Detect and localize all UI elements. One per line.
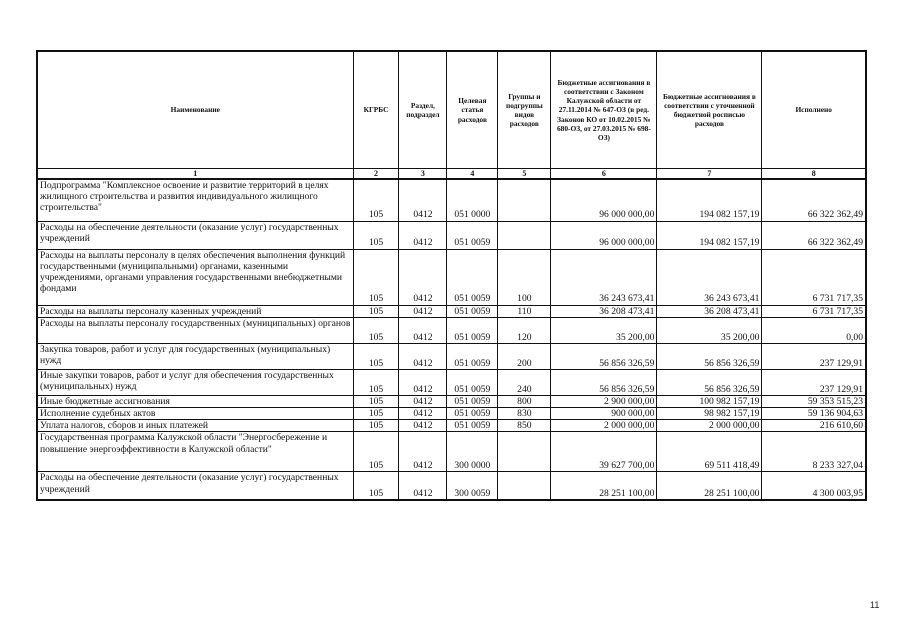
table-cell-section: 0412: [399, 432, 447, 472]
table-cell-section: 0412: [399, 179, 447, 221]
table-cell-group: 200: [498, 343, 551, 369]
table-row: [37, 179, 866, 221]
table-row: [37, 369, 866, 395]
table-cell-target-article: 051 0059: [447, 317, 498, 343]
header-groups: Группы и подгруппы видов расходов: [498, 51, 551, 169]
table-cell-executed: 237 129,91: [762, 369, 866, 395]
table-cell-kgrbs: 105: [353, 407, 399, 419]
header-name: Наименование: [37, 51, 353, 169]
table-cell-group: 100: [498, 249, 551, 305]
table-cell-group: 120: [498, 317, 551, 343]
table-cell-law-allocation: 36 243 673,41: [551, 249, 657, 305]
table-cell-name: Уплата налогов, сборов и иных платежей: [37, 420, 353, 432]
table-row: [37, 249, 866, 305]
table-cell-refined-allocation: 36 243 673,41: [657, 249, 762, 305]
table-cell-group: 830: [498, 407, 551, 419]
table-cell-refined-allocation: 100 982 157,19: [657, 395, 762, 407]
table-cell-section: 0412: [399, 395, 447, 407]
table-cell-group: 110: [498, 305, 551, 317]
table-cell-name: Расходы на выплаты персоналу казенных учреждений: [37, 305, 353, 317]
table-cell-section: 0412: [399, 369, 447, 395]
table-cell-group: [498, 432, 551, 472]
column-number: 4: [447, 169, 498, 180]
table-cell-kgrbs: 105: [353, 432, 399, 472]
table-cell-target-article: 051 0059: [447, 249, 498, 305]
table-cell-target-article: 300 0059: [447, 472, 498, 500]
table-row: [37, 305, 866, 317]
table-cell-name: Расходы на выплаты персоналу в целях обеспечения выполнения функций государственными (муниципальными) органами, казенными учреждениями, органами управления государственными внебюджетными фондами: [37, 249, 353, 305]
table-cell-group: 800: [498, 395, 551, 407]
table-cell-law-allocation: 56 856 326,59: [551, 369, 657, 395]
table-cell-refined-allocation: 36 208 473,41: [657, 305, 762, 317]
table-cell-law-allocation: 36 208 473,41: [551, 305, 657, 317]
table-cell-section: 0412: [399, 305, 447, 317]
table-cell-kgrbs: 105: [353, 221, 399, 249]
table-cell-section: 0412: [399, 249, 447, 305]
table-cell-name: Иные закупки товаров, работ и услуг для обеспечения государственных (муниципальных) нужд: [37, 369, 353, 395]
table-cell-law-allocation: 900 000,00: [551, 407, 657, 419]
header-target-article: Целевая статья расходов: [447, 51, 498, 169]
table-cell-law-allocation: 39 627 700,00: [551, 432, 657, 472]
table-cell-executed: 237 129,91: [762, 343, 866, 369]
header-refined-allocations: Бюджетные ассигнования в соответствии с уточненной бюджетной росписью расходов: [657, 51, 762, 169]
table-cell-name: Подпрограмма "Комплексное освоение и развитие территорий в целях жилищного строительства и развития индивидуального жилищного строительства": [37, 179, 353, 221]
table-cell-law-allocation: 56 856 326,59: [551, 343, 657, 369]
table-cell-section: 0412: [399, 317, 447, 343]
header-section: Раздел, подраздел: [399, 51, 447, 169]
table-cell-name: Расходы на обеспечение деятельности (оказание услуг) государственных учреждений: [37, 221, 353, 249]
table-cell-refined-allocation: 35 200,00: [657, 317, 762, 343]
table-cell-target-article: 051 0059: [447, 407, 498, 419]
table-cell-group: [498, 179, 551, 221]
table-cell-law-allocation: 2 900 000,00: [551, 395, 657, 407]
table-cell-name: Расходы на выплаты персоналу государственных (муниципальных) органов: [37, 317, 353, 343]
header-law-allocations: Бюджетные ассигнования в соответствии с Законом Калужской области от 27.11.2014 № 647-ОЗ (в ред. Законов КО от 10.02.2015 № 680-ОЗ, от 27.03.2015 № 698-ОЗ): [551, 51, 657, 169]
table-cell-executed: 4 300 003,95: [762, 472, 866, 500]
table-cell-name: Расходы на обеспечение деятельности (оказание услуг) государственных учреждений: [37, 472, 353, 500]
table-cell-target-article: 051 0059: [447, 420, 498, 432]
table-cell-target-article: 051 0059: [447, 343, 498, 369]
page-number: 11: [870, 600, 880, 610]
table-cell-executed: 216 610,60: [762, 420, 866, 432]
table-cell-kgrbs: 105: [353, 420, 399, 432]
table-cell-section: 0412: [399, 343, 447, 369]
table-cell-executed: 8 233 327,04: [762, 432, 866, 472]
column-number: 5: [498, 169, 551, 180]
table-row: [37, 432, 866, 472]
table-cell-executed: 59 353 515,23: [762, 395, 866, 407]
table-cell-target-article: 051 0000: [447, 179, 498, 221]
table-cell-kgrbs: 105: [353, 343, 399, 369]
table-cell-target-article: 051 0059: [447, 369, 498, 395]
table-cell-refined-allocation: 69 511 418,49: [657, 432, 762, 472]
table-cell-name: Иные бюджетные ассигнования: [37, 395, 353, 407]
column-number: 7: [657, 169, 762, 180]
table-cell-refined-allocation: 194 082 157,19: [657, 221, 762, 249]
table-row: [37, 420, 866, 432]
table-cell-law-allocation: 96 000 000,00: [551, 221, 657, 249]
header-kgrbs: КГРБС: [353, 51, 399, 169]
table-row: [37, 472, 866, 500]
table-cell-kgrbs: 105: [353, 249, 399, 305]
table-cell-group: 850: [498, 420, 551, 432]
table-cell-section: 0412: [399, 420, 447, 432]
table-cell-group: [498, 221, 551, 249]
table-cell-executed: 59 136 904,63: [762, 407, 866, 419]
header-executed: Исполнено: [762, 51, 866, 169]
table-cell-section: 0412: [399, 407, 447, 419]
table-cell-kgrbs: 105: [353, 369, 399, 395]
table-cell-law-allocation: 35 200,00: [551, 317, 657, 343]
table-cell-refined-allocation: 98 982 157,19: [657, 407, 762, 419]
table-cell-law-allocation: 96 000 000,00: [551, 179, 657, 221]
table-cell-target-article: 051 0059: [447, 305, 498, 317]
table-cell-law-allocation: 2 000 000,00: [551, 420, 657, 432]
table-cell-target-article: 051 0059: [447, 221, 498, 249]
column-number: 3: [399, 169, 447, 180]
table-row: [37, 407, 866, 419]
table-cell-executed: 66 322 362,49: [762, 179, 866, 221]
table-cell-kgrbs: 105: [353, 305, 399, 317]
table-cell-section: 0412: [399, 472, 447, 500]
table-cell-refined-allocation: 56 856 326,59: [657, 369, 762, 395]
table-cell-kgrbs: 105: [353, 472, 399, 500]
table-cell-target-article: 051 0059: [447, 395, 498, 407]
table-row: [37, 317, 866, 343]
table-cell-refined-allocation: 2 000 000,00: [657, 420, 762, 432]
table-cell-refined-allocation: 28 251 100,00: [657, 472, 762, 500]
budget-table: [36, 50, 867, 501]
table-row: [37, 343, 866, 369]
table-cell-group: 240: [498, 369, 551, 395]
table-cell-refined-allocation: 56 856 326,59: [657, 343, 762, 369]
table-cell-executed: 66 322 362,49: [762, 221, 866, 249]
table-row: [37, 221, 866, 249]
table-cell-kgrbs: 105: [353, 179, 399, 221]
table-cell-name: Государственная программа Калужской области "Энергосбережение и повышение энергоэффективности в Калужской области": [37, 432, 353, 472]
column-number: 8: [762, 169, 866, 180]
table-cell-executed: 6 731 717,35: [762, 249, 866, 305]
table-cell-executed: 6 731 717,35: [762, 305, 866, 317]
table-cell-law-allocation: 28 251 100,00: [551, 472, 657, 500]
table-cell-kgrbs: 105: [353, 317, 399, 343]
table-cell-target-article: 300 0000: [447, 432, 498, 472]
column-number: 2: [353, 169, 399, 180]
table-cell-name: Исполнение судебных актов: [37, 407, 353, 419]
table-cell-refined-allocation: 194 082 157,19: [657, 179, 762, 221]
table-cell-group: [498, 472, 551, 500]
table-cell-kgrbs: 105: [353, 395, 399, 407]
column-number: 6: [551, 169, 657, 180]
column-number: 1: [37, 169, 353, 180]
table-cell-executed: 0,00: [762, 317, 866, 343]
table-row: [37, 395, 866, 407]
table-cell-section: 0412: [399, 221, 447, 249]
table-cell-name: Закупка товаров, работ и услуг для государственных (муниципальных) нужд: [37, 343, 353, 369]
